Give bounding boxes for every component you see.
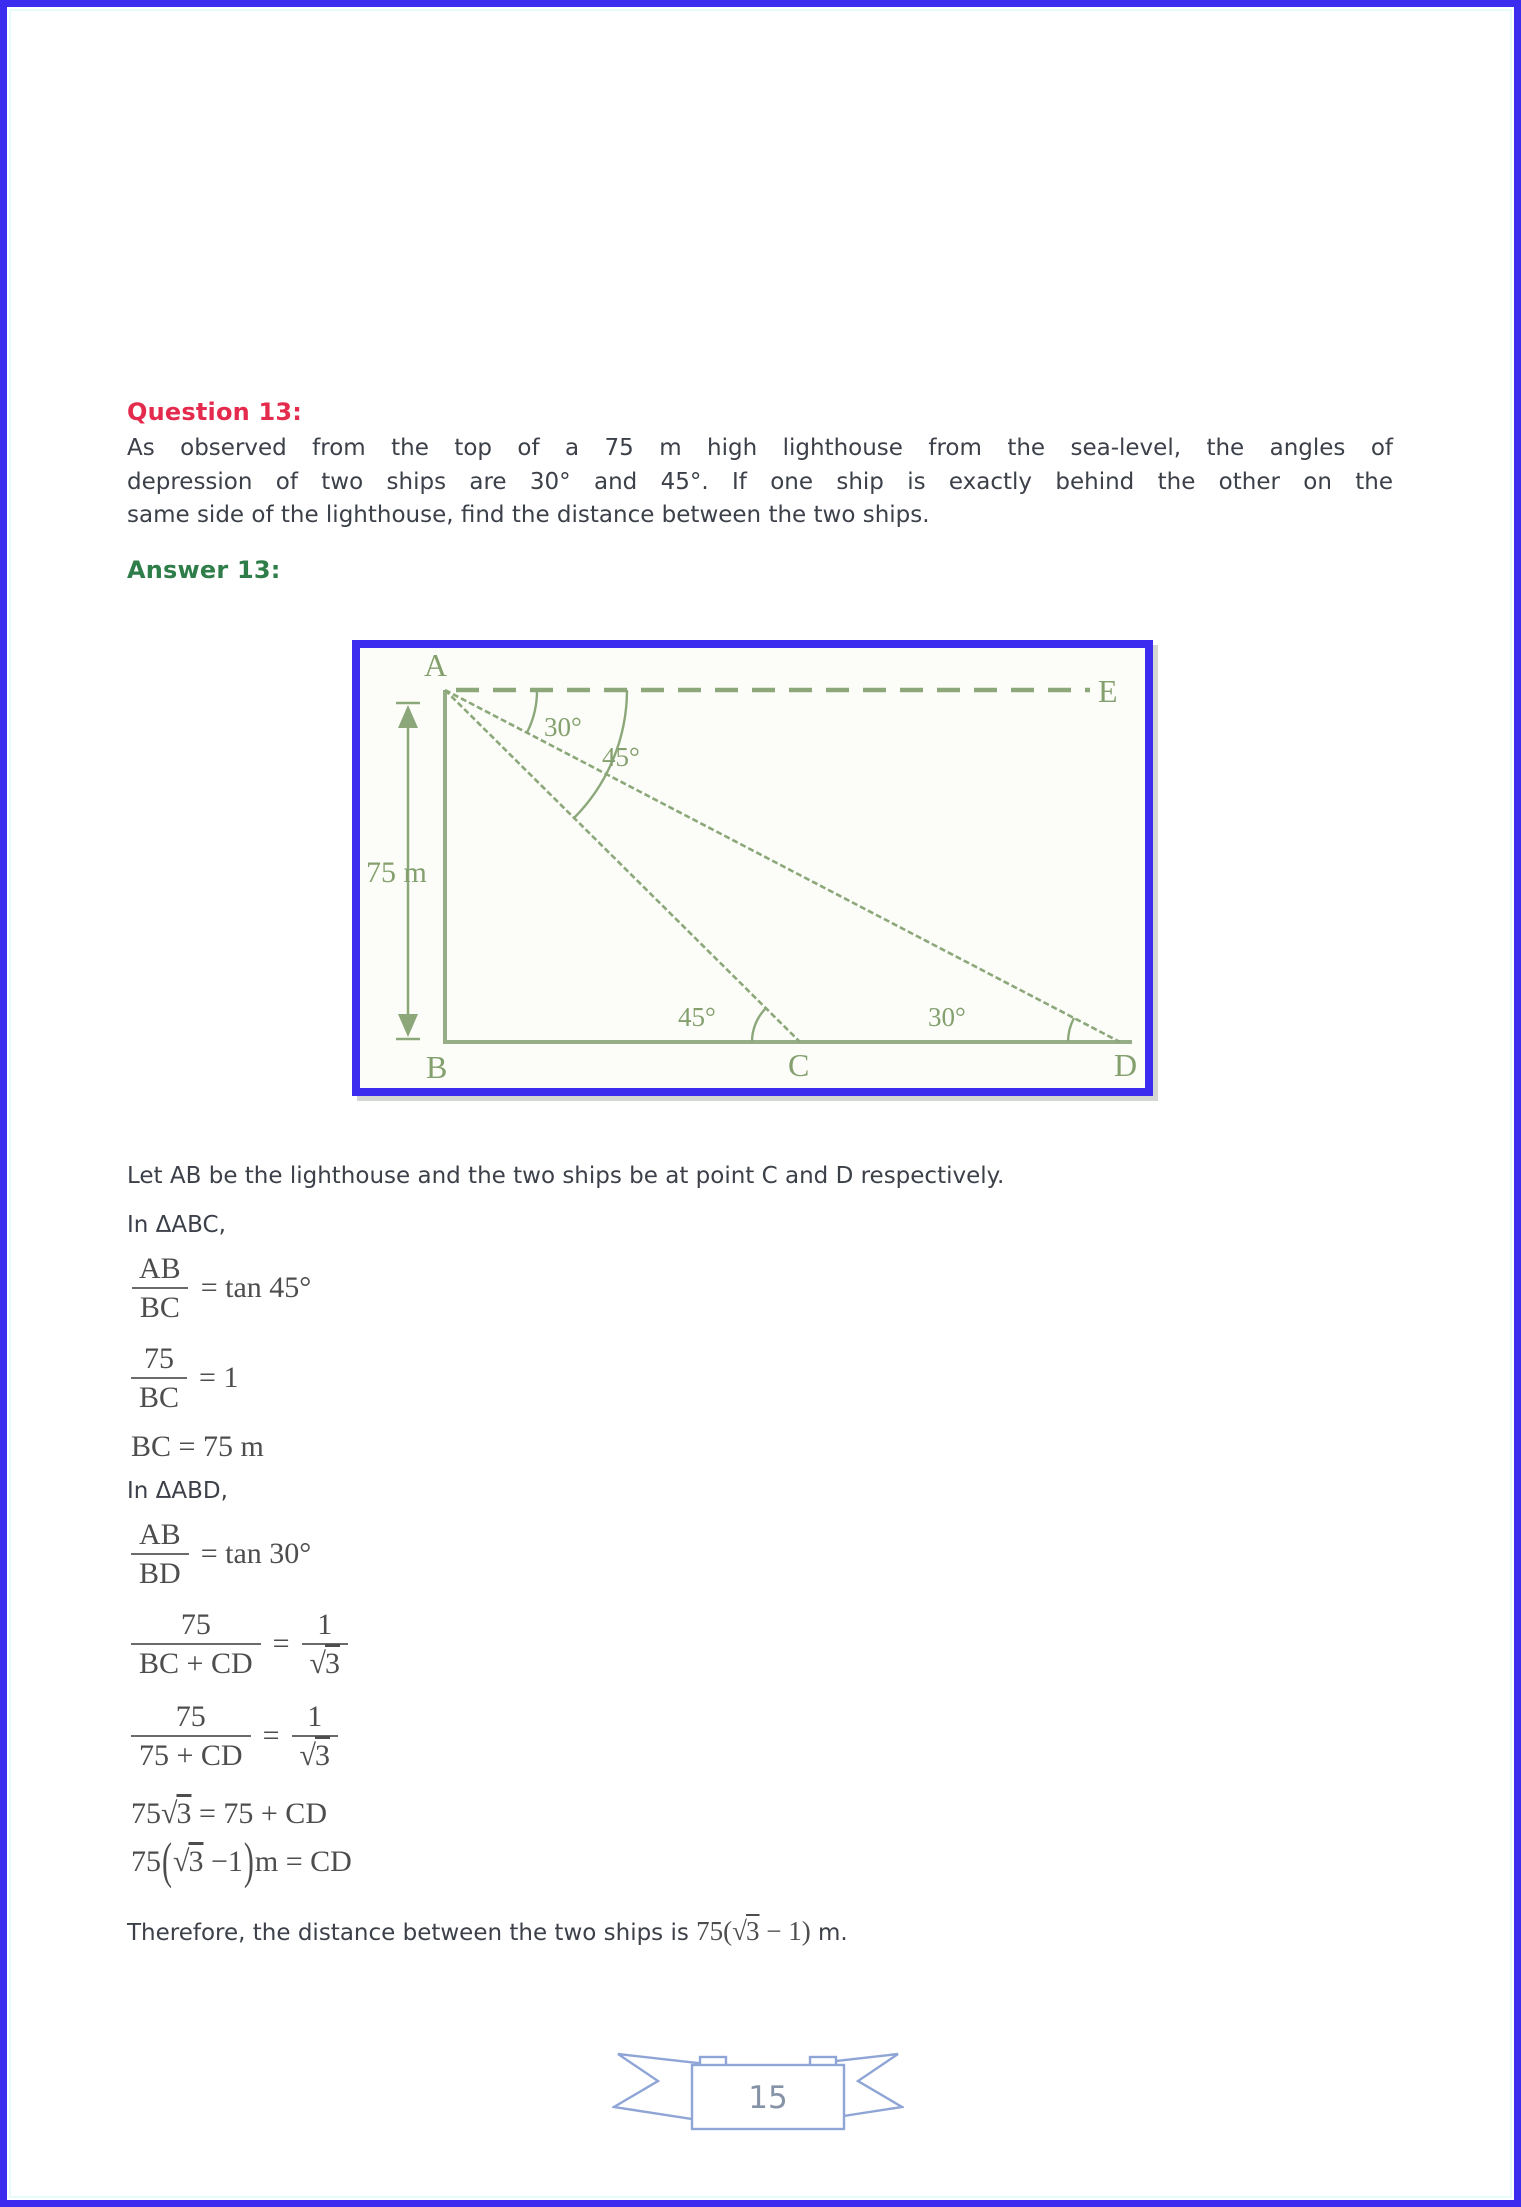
- arc-angle-45-at-C: [752, 1008, 766, 1042]
- fraction-ab-bd: [131, 1518, 189, 1590]
- fraction-75-bc: [131, 1342, 187, 1414]
- label-angle-30-at-D: 30°: [928, 1002, 966, 1032]
- coefficient: 75: [131, 1797, 161, 1830]
- left-paren: (: [162, 1833, 172, 1890]
- equation-rhs: m = CD: [254, 1845, 352, 1878]
- radicand: 3: [746, 1916, 760, 1946]
- conclusion-sentence: [127, 1916, 848, 1947]
- fraction-75-bccd: [131, 1608, 261, 1680]
- diagram-labels: [366, 648, 1137, 1085]
- fraction-denominator: BC: [132, 1287, 188, 1324]
- ribbon-svg: [612, 2048, 904, 2136]
- fraction-numerator: 75: [175, 1700, 206, 1733]
- label-angle-45-at-C: 45°: [678, 1002, 716, 1032]
- solution-intro: Let AB be the lighthouse and the two ships be at point C and D respectively.: [127, 1163, 1005, 1189]
- equation-rhs: = tan 45°: [200, 1271, 312, 1304]
- fraction-denominator: 75 + CD: [131, 1735, 251, 1772]
- equation-rhs: = 75 + CD: [191, 1797, 327, 1830]
- page-number-ribbon: [612, 2048, 904, 2140]
- equation-bc-75m: BC = 75 m: [131, 1430, 264, 1463]
- label-A: A: [424, 648, 448, 683]
- radicand: 3: [314, 1739, 330, 1772]
- equation-75-75cd-sqrt3: [131, 1700, 338, 1772]
- line-AD-sight: [445, 690, 1120, 1042]
- equation-75-sqrt3-minus1: [131, 1833, 352, 1890]
- conclusion-text: Therefore, the distance between the two ships is: [127, 1920, 697, 1946]
- label-E: E: [1098, 673, 1118, 709]
- fraction-numerator: 75: [144, 1342, 175, 1375]
- answer-heading: Answer 13:: [127, 556, 281, 584]
- radical-sign: √: [173, 1845, 190, 1878]
- math-pre: 75(: [696, 1916, 733, 1946]
- fraction-denominator: [302, 1643, 348, 1680]
- conclusion-math: [696, 1916, 811, 1946]
- right-paren: ): [243, 1833, 254, 1890]
- label-angle-45-at-A: 45°: [602, 742, 640, 772]
- question-heading: Question 13:: [127, 398, 303, 426]
- radical-sign: √: [732, 1916, 747, 1946]
- question-line-1: As observed from the top of a 75 m high lighthouse from the sea-level, the angles of: [127, 435, 1393, 461]
- fraction-numerator: 75: [180, 1608, 211, 1641]
- solution-in-abd: In ΔABD,: [127, 1478, 228, 1504]
- solution-in-abc: In ΔABC,: [127, 1212, 226, 1238]
- geometry-diagram: [352, 640, 1153, 1096]
- equation-75-bc-1: [131, 1342, 238, 1414]
- fraction-75-75cd: [131, 1700, 251, 1772]
- coefficient: 75: [131, 1845, 161, 1878]
- label-D: D: [1114, 1047, 1138, 1083]
- fraction-denominator: BD: [131, 1553, 189, 1590]
- equals-sign: =: [262, 1719, 280, 1752]
- page-number: 15: [748, 2080, 788, 2116]
- radical-sign: √: [161, 1797, 178, 1830]
- equation-ab-bd-tan30: [131, 1518, 311, 1590]
- question-line-3: same side of the lighthouse, find the distance between the two ships.: [127, 502, 930, 528]
- arc-angle-30-at-D: [1068, 1018, 1074, 1042]
- minus-one: −1: [203, 1845, 243, 1878]
- label-height-75m: 75 m: [366, 856, 427, 889]
- arc-angle-30-at-A: [527, 690, 537, 733]
- fraction-1-sqrt3: [292, 1700, 338, 1772]
- radical-sign: √: [309, 1647, 327, 1680]
- diagram-svg: [360, 648, 1145, 1088]
- fraction-numerator: 1: [307, 1700, 323, 1733]
- fraction-numerator: AB: [139, 1518, 181, 1551]
- equation-rhs: = tan 30°: [200, 1537, 312, 1570]
- fraction-ab-bc: [131, 1252, 189, 1324]
- ribbon-left-tail: [614, 2054, 698, 2119]
- label-C: C: [788, 1047, 810, 1083]
- label-angle-30-at-A: 30°: [544, 712, 582, 742]
- fraction-denominator: [292, 1735, 338, 1772]
- equation-rhs: = 1: [199, 1361, 239, 1394]
- fraction-denominator: BC: [131, 1377, 187, 1414]
- radicand: 3: [188, 1845, 204, 1878]
- fraction-denominator: BC + CD: [131, 1643, 261, 1680]
- fraction-1-sqrt3: [302, 1608, 348, 1680]
- question-line-2: depression of two ships are 30° and 45°. If one ship is exactly behind the other on the: [127, 468, 1393, 495]
- equation-ab-bc-tan45: [131, 1252, 311, 1324]
- label-B: B: [426, 1049, 448, 1085]
- equation-75-bccd-sqrt3: [131, 1608, 348, 1680]
- fraction-numerator: 1: [317, 1608, 333, 1641]
- equals-sign: =: [272, 1627, 290, 1660]
- radical-sign: √: [299, 1739, 316, 1772]
- radicand: 3: [176, 1797, 192, 1830]
- fraction-numerator: AB: [139, 1252, 181, 1285]
- radicand: 3: [325, 1647, 341, 1680]
- math-post: − 1): [759, 1916, 811, 1946]
- equation-75sqrt3: [131, 1797, 327, 1831]
- conclusion-unit: m.: [810, 1920, 848, 1946]
- question-text: [127, 432, 1393, 533]
